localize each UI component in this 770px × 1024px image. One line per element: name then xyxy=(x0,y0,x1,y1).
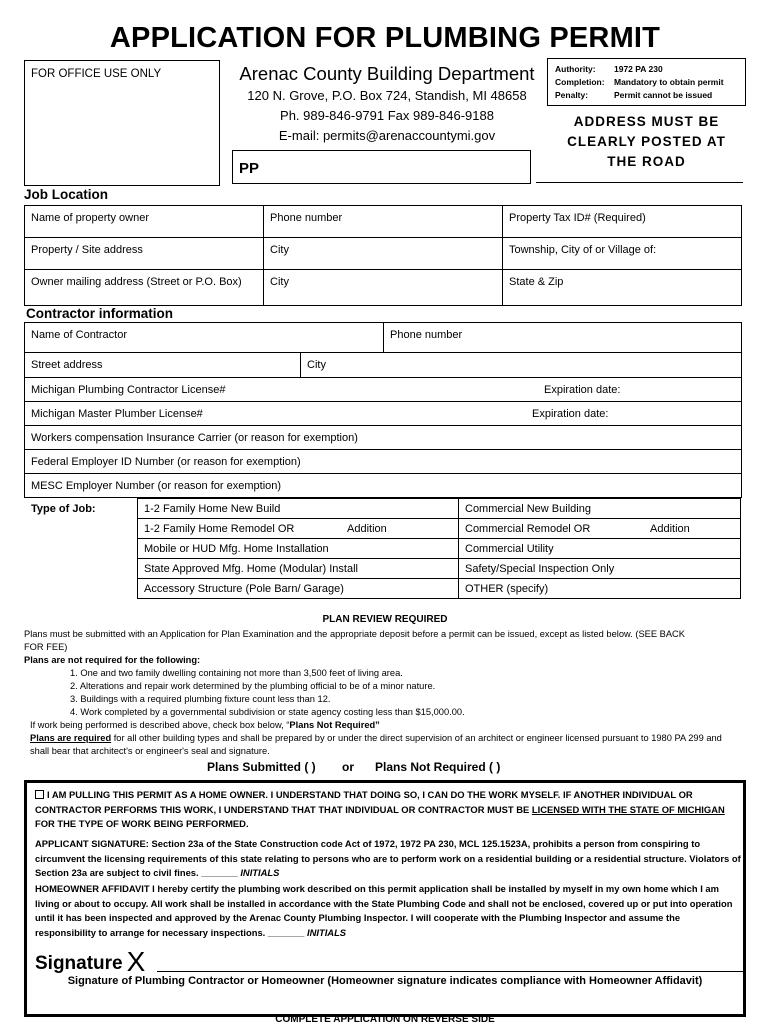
homeowner-affidavit-text: HOMEOWNER AFFIDAVIT I hereby certify the plumbing work described on this permit application shall be installed by myself in my own home which I am living or about to occupy. All work shall be installed in accordance with the State Plumbing Code and shall not be enclosed, covered up or put into operation until it has been inspected and approved by the Arenac County Plumbing Inspector. I will cooperate with the Plumbing Inspector and assume the responsibility to arrange for necessary inspections. _______ xyxy=(35,883,733,938)
contractor-phone-field[interactable]: Phone number xyxy=(383,322,742,353)
penalty-value: Permit cannot be issued xyxy=(614,90,713,100)
signature-x: X xyxy=(126,946,146,977)
plumbing-license-field[interactable] xyxy=(24,377,742,402)
pp-field[interactable] xyxy=(232,150,531,184)
dept-email: E-mail: permits@arenaccountymi.gov xyxy=(278,128,496,143)
contractor-title: Contractor information xyxy=(26,306,173,321)
authority-key: Authority: xyxy=(555,64,596,74)
signature-label: Signature xyxy=(35,953,123,974)
office-use-box xyxy=(24,60,220,186)
contractor-name-field[interactable]: Name of Contractor xyxy=(24,322,384,353)
applicant-signature-text: APPLICANT SIGNATURE: Section 23a of the State Construction code Act of 1972, 1972 PA 230, MCL 125.1523A, prohibits a person from conspiring to circumvent the licensing requirements of this state relating to persons who are to perform work on a residential building or a residential structure. Violators of Section 23a are subject to civil fines. _______ xyxy=(35,838,741,878)
job-type-label: Type of Job: xyxy=(31,503,96,515)
mesc-field[interactable]: MESC Employer Number (or reason for exemption) xyxy=(24,473,742,498)
signature-line xyxy=(157,971,743,972)
township-field[interactable]: Township, City of or Village of: xyxy=(502,237,742,270)
plumbing-license-expiration: Expiration date: xyxy=(544,384,621,396)
completion-value: Mandatory to obtain permit xyxy=(614,77,724,87)
contractor-city-field[interactable]: City xyxy=(300,352,742,378)
job-type-option-label: 1-2 Family Home Remodel OR xyxy=(144,523,295,535)
job-type-option-label: Commercial Remodel OR xyxy=(465,523,591,535)
pp-label: PP xyxy=(239,160,260,177)
plan-exemption-item: 1. One and two family dwelling containing not more than 3,500 feet of living area. xyxy=(70,668,403,678)
job-type-option[interactable] xyxy=(458,518,741,539)
plans-or-label: or xyxy=(342,760,354,774)
certification-box xyxy=(24,780,746,1017)
licensed-emph: LICENSED WITH THE STATE OF MICHIGAN xyxy=(531,803,725,815)
job-type-option[interactable]: State Approved Mfg. Home (Modular) Install xyxy=(137,558,459,579)
footer-note: COMPLETE APPLICATION ON REVERSE SIDE xyxy=(275,1014,495,1024)
applicant-signature-statement xyxy=(35,837,743,881)
plans-not-required-checkbox[interactable]: Plans Not Required ( ) xyxy=(375,760,501,774)
job-type-option[interactable]: Commercial New Building xyxy=(458,498,741,519)
plan-exemption-item: 3. Buildings with a required plumbing fixture count less than 12. xyxy=(70,694,331,704)
plans-submitted-checkbox[interactable]: Plans Submitted ( ) xyxy=(207,760,316,774)
initials-field[interactable]: INITIALS xyxy=(307,926,347,938)
address-notice-line: CLEARLY POSTED AT xyxy=(567,134,726,149)
authority-value: 1972 PA 230 xyxy=(614,64,663,74)
plan-if-work-emph: Plans Not Required” xyxy=(289,720,380,730)
penalty-key: Penalty: xyxy=(555,90,589,100)
job-type-option[interactable]: Mobile or HUD Mfg. Home Installation xyxy=(137,538,459,559)
job-type-option[interactable]: Accessory Structure (Pole Barn/ Garage) xyxy=(137,578,459,599)
homeowner-affidavit xyxy=(35,882,743,940)
plan-if-work xyxy=(30,719,380,732)
tax-id-field[interactable]: Property Tax ID# (Required) xyxy=(502,205,742,238)
signature-caption: Signature of Plumbing Contractor or Homeowner (Homeowner signature indicates compliance with Homeowner Affidavit) xyxy=(67,975,703,987)
workers-comp-field[interactable]: Workers compensation Insurance Carrier (or reason for exemption) xyxy=(24,425,742,450)
plans-required-text xyxy=(30,732,730,758)
plan-exemption-item: 4. Work completed by a governmental subdivision or state agency costing less than $15,000.00. xyxy=(70,707,465,717)
initials-field[interactable]: INITIALS xyxy=(240,867,280,878)
job-type-option[interactable]: Safety/Special Inspection Only xyxy=(458,558,741,579)
plans-required-body: for all other building types and shall be prepared by or under the direct supervision of an architect or engineer licensed pursuant to 1980 PA 299 and shall bear that architect's or engineer's seal and signature. xyxy=(30,733,722,756)
job-type-option[interactable]: Commercial Utility xyxy=(458,538,741,559)
contractor-street-field[interactable]: Street address xyxy=(24,352,301,378)
master-license-label: Michigan Master Plumber License# xyxy=(31,408,203,420)
plan-if-work-text: If work being performed is described above, check box below, “ xyxy=(30,720,290,730)
state-zip-field[interactable]: State & Zip xyxy=(502,269,742,306)
homeowner-statement-end: FOR THE TYPE OF WORK BEING PERFORMED. xyxy=(35,818,249,829)
dept-phone: Ph. 989-846-9791 Fax 989-846-9188 xyxy=(280,108,494,123)
master-license-field[interactable] xyxy=(24,401,742,426)
office-use-label: FOR OFFICE USE ONLY xyxy=(31,68,162,80)
mailing-address-field[interactable]: Owner mailing address (Street or P.O. Box) xyxy=(24,269,264,306)
job-type-addition: Addition xyxy=(650,523,690,535)
plans-required-emph: Plans are required xyxy=(30,733,112,743)
site-address-field[interactable]: Property / Site address xyxy=(24,237,264,270)
header-rule xyxy=(536,182,743,183)
homeowner-statement-text: I AM PULLING THIS PERMIT AS A HOME OWNER. I UNDERSTAND THAT DOING SO, I CAN DO THE WORK MYSELF. IF ANOTHER INDIVIDUAL OR CONTRACTOR PERFORMS THIS WORK, I UNDERSTAND THAT THAT INDIVIDUAL OR CONTRACTOR MUST BE xyxy=(35,789,693,815)
job-type-option[interactable] xyxy=(137,518,459,539)
job-type-option[interactable]: OTHER (specify) xyxy=(458,578,741,599)
owner-phone-field[interactable]: Phone number xyxy=(263,205,503,238)
fein-field[interactable]: Federal Employer ID Number (or reason for exemption) xyxy=(24,449,742,474)
address-notice xyxy=(547,112,746,172)
plan-review-intro: Plans must be submitted with an Application for Plan Examination and the appropriate deposit before a permit can be issued, except as listed below. (SEE BACK FOR FEE) xyxy=(24,629,685,652)
plumbing-license-label: Michigan Plumbing Contractor License# xyxy=(31,384,226,396)
job-type-option[interactable]: 1-2 Family Home New Build xyxy=(137,498,459,519)
page-title: APPLICATION FOR PLUMBING PERMIT xyxy=(109,22,661,54)
plan-review-heading: PLAN REVIEW REQUIRED xyxy=(322,614,448,625)
authority-box xyxy=(547,58,746,106)
job-location-title: Job Location xyxy=(24,187,108,202)
address-notice-line: ADDRESS MUST BE xyxy=(573,114,720,129)
signature-field[interactable] xyxy=(35,944,145,976)
completion-key: Completion: xyxy=(555,77,605,87)
job-type-addition: Addition xyxy=(347,523,387,535)
dept-address: 120 N. Grove, P.O. Box 724, Standish, MI 48658 xyxy=(247,88,527,103)
address-notice-line: THE ROAD xyxy=(607,154,686,169)
plans-not-required-heading: Plans are not required for the following: xyxy=(24,655,201,665)
master-license-expiration: Expiration date: xyxy=(532,408,609,420)
mailing-city-field[interactable]: City xyxy=(263,269,503,306)
plan-exemption-item: 2. Alterations and repair work determined by the plumbing official to be of a minor nature. xyxy=(70,681,436,691)
dept-name: Arenac County Building Department xyxy=(239,63,535,84)
homeowner-statement xyxy=(35,788,743,832)
owner-name-field[interactable]: Name of property owner xyxy=(24,205,264,238)
homeowner-checkbox[interactable] xyxy=(35,790,44,799)
site-city-field[interactable]: City xyxy=(263,237,503,270)
